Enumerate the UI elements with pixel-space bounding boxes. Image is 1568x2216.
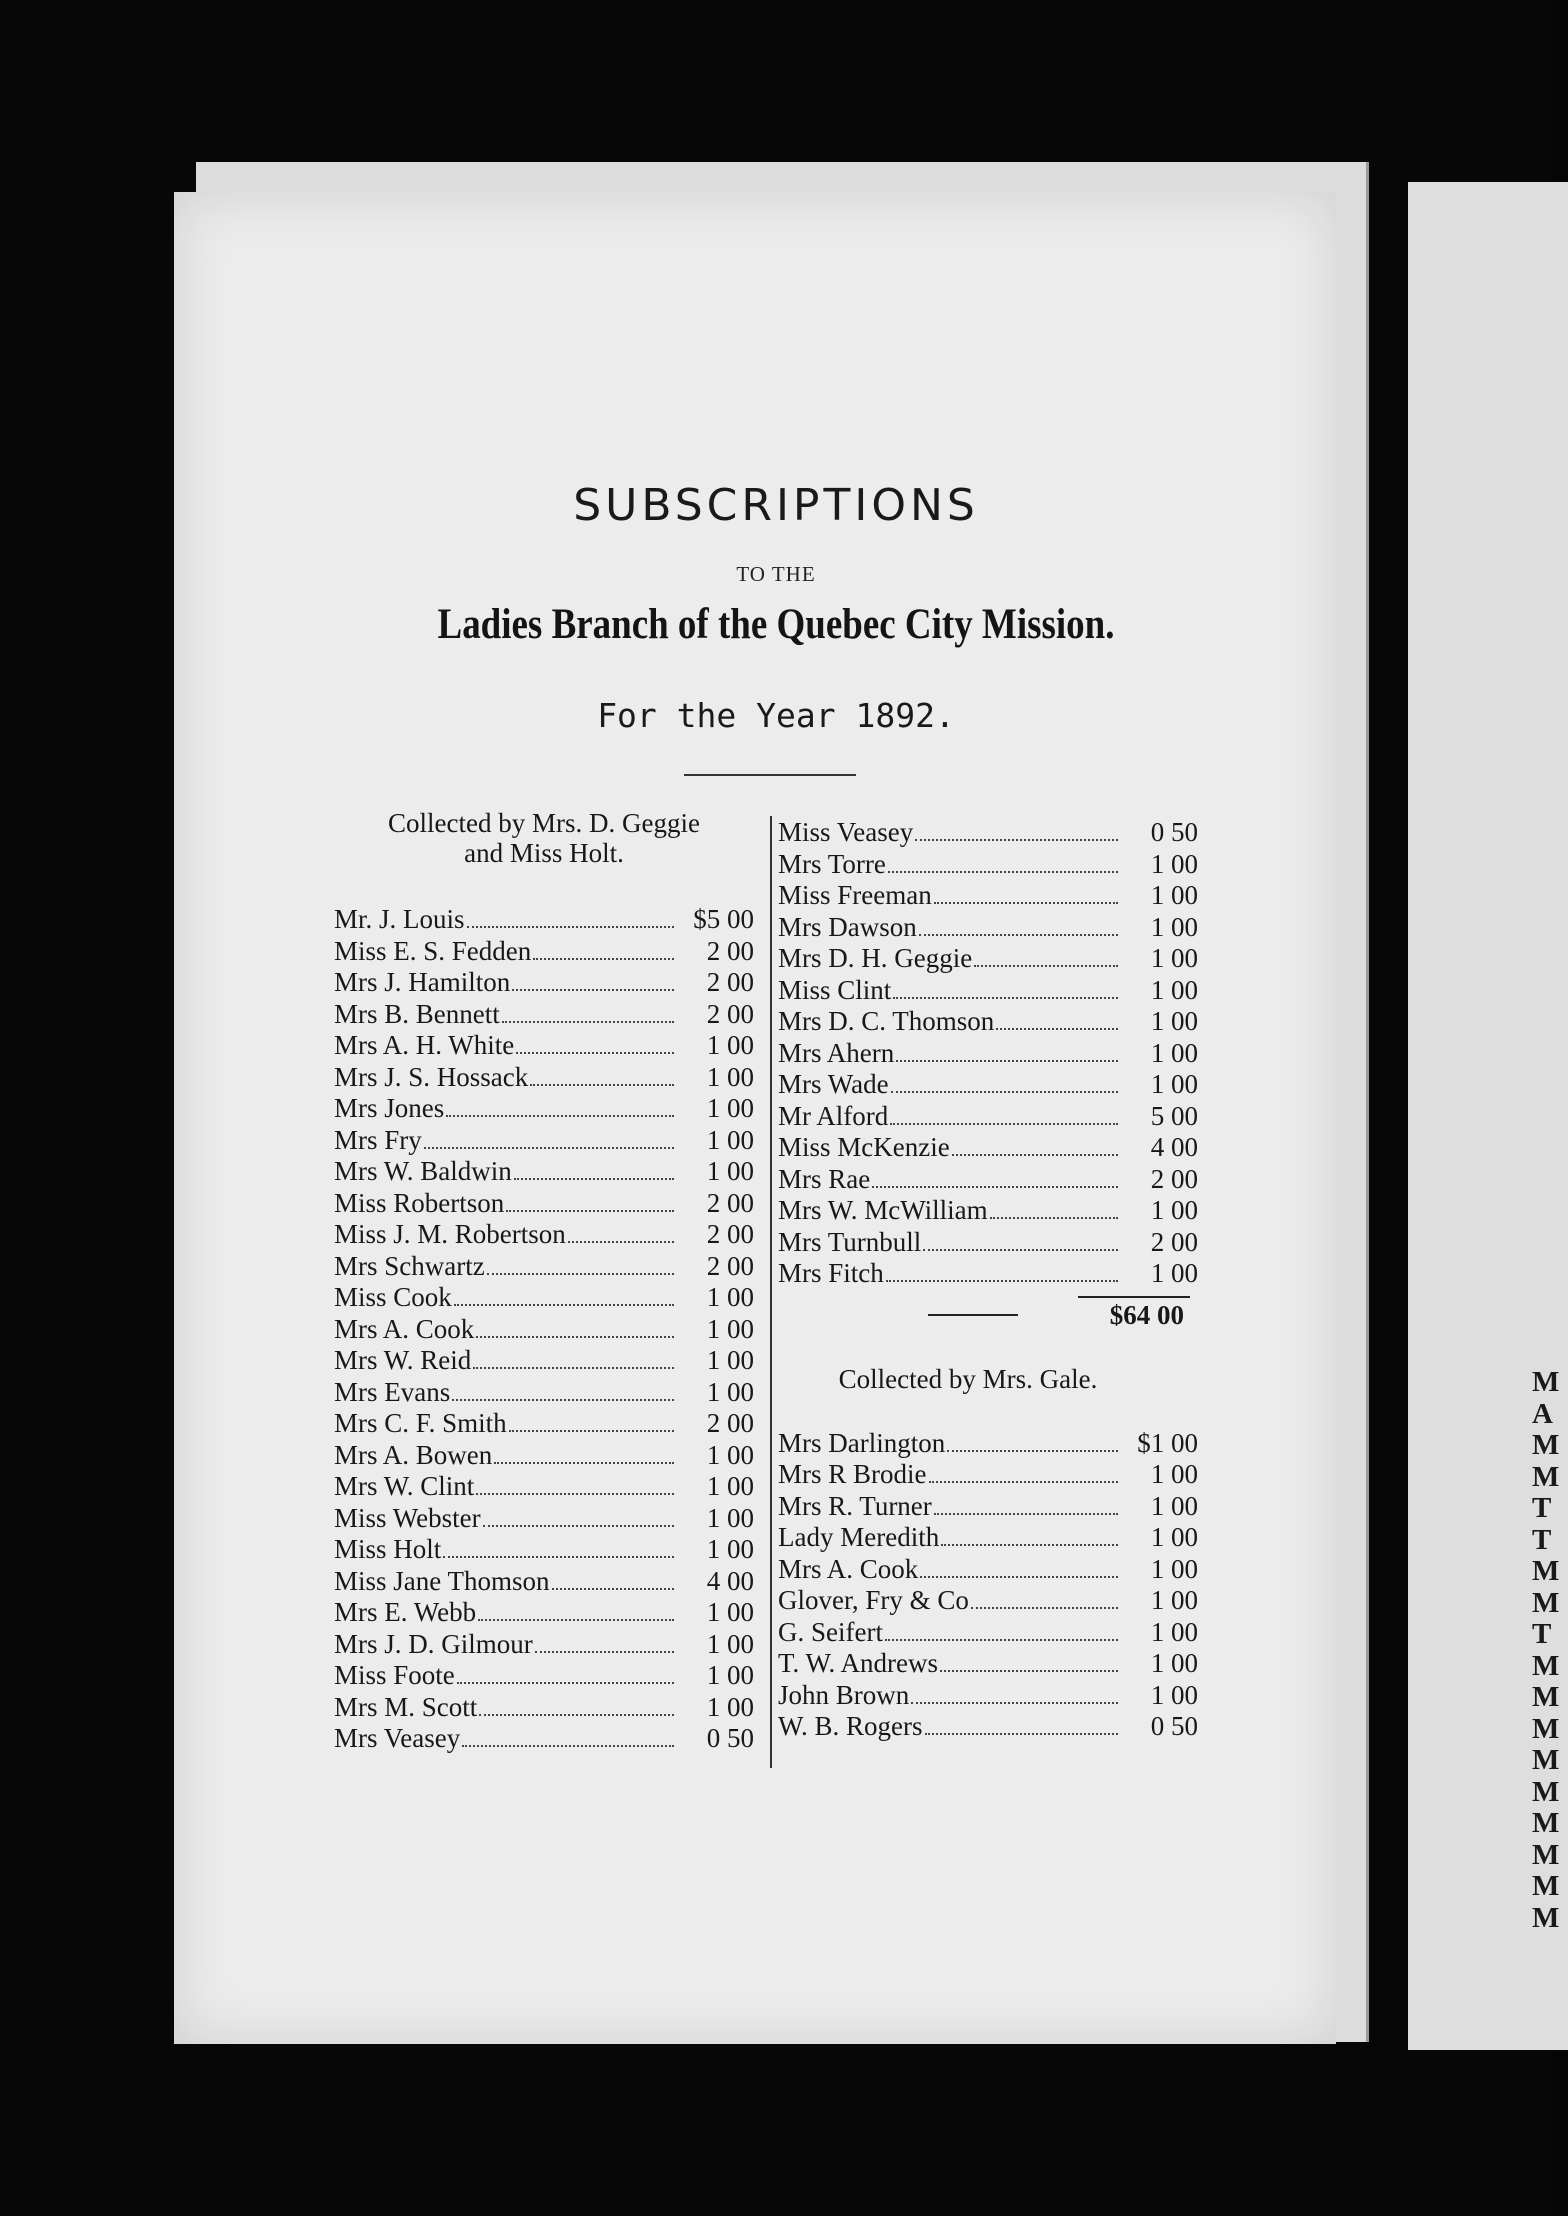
subscriber-name: Mr. J. Louis xyxy=(334,904,465,934)
page-subtitle: TO THE xyxy=(736,562,816,586)
subscriber-entry xyxy=(778,1428,1198,1460)
left-heading-line2: and Miss Holt. xyxy=(464,838,624,868)
subscriber-name: Mrs Veasey xyxy=(334,1723,461,1753)
subscriber-entry xyxy=(334,1314,754,1346)
subscription-amount: 1 00 xyxy=(706,1691,754,1722)
adjacent-page-letter: M xyxy=(1532,1712,1560,1745)
subscriber-entry xyxy=(778,1554,1198,1586)
dot-leader xyxy=(934,1513,1118,1515)
subscription-amount: 1 00 xyxy=(1150,1037,1198,1068)
dot-leader xyxy=(885,1639,1118,1641)
subscriber-entry xyxy=(334,1345,754,1377)
subscription-amount: 2 00 xyxy=(706,967,754,997)
subscriber-name: Lady Meredith xyxy=(778,1522,940,1552)
dot-leader xyxy=(516,1052,674,1054)
dot-leader xyxy=(443,1556,674,1558)
subscription-amount: 1 00 xyxy=(706,1471,754,1501)
dot-leader xyxy=(890,1123,1118,1125)
subscription-amount: $5 00 xyxy=(693,904,754,934)
subscriber-entry xyxy=(334,1597,754,1629)
total-amount: $64 00 xyxy=(1109,1299,1184,1330)
left-column-heading xyxy=(334,808,754,868)
dot-leader xyxy=(478,1619,674,1621)
subscriber-entry xyxy=(778,1195,1198,1227)
subscriber-entry xyxy=(334,1723,754,1755)
subscriber-entry xyxy=(334,1377,754,1409)
dot-leader xyxy=(920,1576,1118,1578)
dot-leader xyxy=(487,1273,674,1275)
right-column-heading: Collected by Mrs. Gale. xyxy=(838,1363,1098,1394)
subscription-amount: 1 00 xyxy=(1150,1006,1198,1036)
subscriber-name: Miss Holt xyxy=(334,1534,442,1564)
subscriber-entry xyxy=(334,1566,754,1598)
subscriber-name: Miss Foote xyxy=(334,1660,455,1690)
dot-leader xyxy=(467,926,674,928)
adjacent-page-letter: T xyxy=(1532,1492,1552,1524)
total-rule-upper xyxy=(1078,1296,1190,1298)
dot-leader xyxy=(452,1399,674,1401)
dot-leader xyxy=(502,1021,674,1023)
subscriber-entry xyxy=(778,1038,1198,1070)
subscriber-name: Mrs Wade xyxy=(778,1069,889,1099)
subscription-amount: 2 00 xyxy=(706,1219,754,1249)
subscription-amount: 1 00 xyxy=(706,1376,754,1407)
dot-leader xyxy=(893,997,1118,999)
subscriber-entry xyxy=(778,1227,1198,1259)
dot-leader xyxy=(911,1702,1118,1704)
subscriber-name: Miss Clint xyxy=(778,974,892,1005)
dot-leader xyxy=(476,1336,674,1338)
subscription-amount: 1 00 xyxy=(706,1124,754,1155)
subscriber-name: Miss Cook xyxy=(334,1282,452,1312)
subscription-amount: 1 00 xyxy=(1150,1069,1198,1099)
subscriber-name: Mrs Darlington xyxy=(778,1427,946,1458)
adjacent-page-letter: M xyxy=(1532,1429,1560,1461)
subscriber-entry xyxy=(778,1491,1198,1523)
subscription-amount: 1 00 xyxy=(1150,1490,1198,1521)
subscription-amount: 1 00 xyxy=(1150,1648,1198,1678)
dot-leader xyxy=(996,1028,1118,1030)
subscriber-entry xyxy=(778,1132,1198,1164)
subscriber-name: Mrs Rae xyxy=(778,1163,871,1194)
subscription-amount: 4 00 xyxy=(1150,1132,1198,1162)
right-subscriber-list-a xyxy=(778,817,1198,1290)
subscription-amount: 1 00 xyxy=(1150,880,1198,910)
adjacent-page-letter: T xyxy=(1532,1618,1552,1650)
subscriber-name: Mrs E. Webb xyxy=(334,1597,477,1627)
subscriber-name: Mrs Evans xyxy=(334,1376,451,1407)
subscriber-name: Miss Webster xyxy=(334,1502,481,1533)
subscriber-name: W. B. Rogers xyxy=(778,1711,923,1741)
dot-leader xyxy=(552,1588,674,1590)
column-divider xyxy=(770,816,772,1768)
title-divider xyxy=(684,774,856,776)
subscriber-entry xyxy=(334,936,754,968)
subscriber-name: Mrs W. Reid xyxy=(334,1345,472,1375)
subscription-amount: 1 00 xyxy=(1150,1679,1198,1710)
dot-leader xyxy=(929,1481,1119,1483)
subscription-amount: 1 00 xyxy=(1150,974,1198,1005)
subscription-amount: 1 00 xyxy=(1150,1195,1198,1225)
subscription-amount: 1 00 xyxy=(1150,848,1198,879)
subscriber-name: Mrs C. F. Smith xyxy=(334,1408,507,1438)
subscriber-name: Mrs Ahern xyxy=(778,1037,895,1068)
subscriber-name: John Brown xyxy=(778,1679,910,1710)
subscriber-name: Mrs R. Turner xyxy=(778,1490,932,1521)
subscriber-entry xyxy=(778,1585,1198,1617)
subscriber-name: Mrs R Brodie xyxy=(778,1459,927,1489)
subscription-amount: 1 00 xyxy=(706,1628,754,1659)
subscriber-name: Mrs Fitch xyxy=(778,1258,884,1288)
dot-leader xyxy=(483,1525,674,1527)
subscriber-entry xyxy=(778,1711,1198,1743)
subscriber-name: T. W. Andrews xyxy=(778,1648,938,1678)
subscriber-name: Miss Robertson xyxy=(334,1187,505,1218)
subscriber-name: Mrs W. McWilliam xyxy=(778,1195,988,1225)
subscriber-name: Mrs W. Clint xyxy=(334,1471,475,1501)
subscriber-entry xyxy=(778,1258,1198,1290)
left-column xyxy=(334,808,754,1755)
subscription-amount: 4 00 xyxy=(706,1565,754,1596)
dot-leader xyxy=(947,1450,1118,1452)
subscription-amount: 2 00 xyxy=(706,998,754,1029)
subscription-amount: 1 00 xyxy=(1150,1585,1198,1615)
dot-leader xyxy=(494,1462,674,1464)
subscriber-entry xyxy=(334,1408,754,1440)
subscriber-entry xyxy=(334,1125,754,1157)
subscriber-name: Miss Veasey xyxy=(778,817,914,847)
subscriber-name: Mrs J. D. Gilmour xyxy=(334,1628,533,1659)
adjacent-page xyxy=(1408,182,1568,2050)
subscriber-entry xyxy=(334,1692,754,1724)
dot-leader xyxy=(473,1367,674,1369)
subscription-amount: 2 00 xyxy=(706,1250,754,1281)
subscriber-entry xyxy=(778,1522,1198,1554)
subscriber-name: Mrs M. Scott xyxy=(334,1691,478,1722)
adjacent-page-letter: M xyxy=(1532,1555,1560,1587)
organization-name: Ladies Branch of the Quebec City Mission. xyxy=(437,601,1115,648)
subscription-amount: 2 00 xyxy=(1150,1226,1198,1257)
subscriber-entry xyxy=(334,1471,754,1503)
subscription-amount: 1 00 xyxy=(706,1282,754,1312)
subscriber-name: Mrs B. Bennett xyxy=(334,998,500,1029)
subscription-amount: 1 00 xyxy=(706,1156,754,1186)
subscriber-name: Mrs A. Bowen xyxy=(334,1439,493,1470)
dot-leader xyxy=(990,1217,1118,1219)
subscription-amount: 1 00 xyxy=(706,1534,754,1564)
subscription-amount: 2 00 xyxy=(706,1187,754,1218)
subscriber-entry xyxy=(778,912,1198,944)
dot-leader xyxy=(952,1154,1118,1156)
dot-leader xyxy=(925,1733,1118,1735)
subscription-amount: 1 00 xyxy=(706,1502,754,1533)
subscriber-entry xyxy=(334,1282,754,1314)
subscription-amount: 2 00 xyxy=(706,935,754,966)
dot-leader xyxy=(896,1060,1118,1062)
subscriber-name: Mrs D. H. Geggie xyxy=(778,943,973,973)
subscriber-entry xyxy=(334,1062,754,1094)
subscriber-entry xyxy=(334,1629,754,1661)
total-rule-lower xyxy=(928,1314,1018,1316)
adjacent-page-letter: M xyxy=(1532,1649,1560,1682)
subscription-amount: 1 00 xyxy=(706,1597,754,1627)
subscriber-entry xyxy=(334,967,754,999)
subscription-amount: 1 00 xyxy=(1150,1616,1198,1647)
adjacent-page-letter: M xyxy=(1532,1870,1560,1902)
subscription-amount: 2 00 xyxy=(706,1408,754,1438)
subscription-amount: 1 00 xyxy=(1150,943,1198,973)
dot-leader xyxy=(533,958,674,960)
subscription-amount: 1 00 xyxy=(706,1093,754,1123)
subscriber-entry xyxy=(778,1069,1198,1101)
subscription-amount: 1 00 xyxy=(706,1439,754,1470)
adjacent-page-letter: M xyxy=(1532,1744,1560,1776)
subscription-amount: 1 00 xyxy=(706,1313,754,1344)
subscriber-entry xyxy=(334,1251,754,1283)
subscriber-entry xyxy=(778,943,1198,975)
dot-leader xyxy=(919,934,1118,936)
dot-leader xyxy=(457,1682,674,1684)
subscriber-entry xyxy=(778,975,1198,1007)
dot-leader xyxy=(506,1210,674,1212)
subscriber-name: Mrs Torre xyxy=(778,848,886,879)
subscriber-name: G. Seifert xyxy=(778,1616,883,1647)
subscriber-entry xyxy=(778,1648,1198,1680)
dot-leader xyxy=(462,1745,674,1747)
subscriber-entry xyxy=(778,817,1198,849)
subscription-amount: 1 00 xyxy=(706,1061,754,1092)
subscriber-name: Mrs Jones xyxy=(334,1093,445,1123)
dot-leader xyxy=(934,902,1118,904)
subscriber-name: Mr Alford xyxy=(778,1100,889,1131)
subscription-amount: 1 00 xyxy=(1150,1258,1198,1288)
subscription-amount: 1 00 xyxy=(1150,1522,1198,1552)
left-subscriber-list xyxy=(334,904,754,1755)
subscriber-name: Mrs A. H. White xyxy=(334,1030,515,1060)
subscriber-entry xyxy=(778,1006,1198,1038)
subscriber-entry xyxy=(334,999,754,1031)
subscriber-entry xyxy=(334,1660,754,1692)
dot-leader xyxy=(891,1091,1118,1093)
subscriber-name: Miss E. S. Fedden xyxy=(334,935,532,966)
adjacent-page-letter: M xyxy=(1532,1586,1560,1619)
subscriber-name: Miss Jane Thomson xyxy=(334,1565,550,1596)
dot-leader xyxy=(479,1714,674,1716)
year-line: For the Year 1892. xyxy=(597,696,955,735)
subscriber-name: Glover, Fry & Co xyxy=(778,1585,969,1615)
dot-leader xyxy=(915,839,1118,841)
dot-leader xyxy=(872,1186,1118,1188)
subscriber-name: Mrs Fry xyxy=(334,1124,422,1155)
subscription-amount: 1 00 xyxy=(706,1660,754,1690)
subscriber-entry xyxy=(778,1164,1198,1196)
right-column xyxy=(778,817,1198,1743)
subscriber-entry xyxy=(778,880,1198,912)
total-row xyxy=(778,1290,1198,1352)
adjacent-page-letter: T xyxy=(1532,1523,1552,1556)
subscriber-name: Mrs Dawson xyxy=(778,911,917,942)
subscriber-entry xyxy=(334,1156,754,1188)
subscriber-entry xyxy=(778,1459,1198,1491)
dot-leader xyxy=(454,1304,674,1306)
subscriber-name: Mrs W. Baldwin xyxy=(334,1156,512,1186)
subscriber-entry xyxy=(778,849,1198,881)
dot-leader xyxy=(476,1493,674,1495)
subscriber-name: Mrs A. Cook xyxy=(778,1553,919,1584)
subscriber-entry xyxy=(334,1093,754,1125)
subscription-amount: 1 00 xyxy=(1150,911,1198,942)
subscriber-entry xyxy=(778,1680,1198,1712)
adjacent-page-letter: M xyxy=(1532,1838,1560,1871)
subscriber-entry xyxy=(778,1617,1198,1649)
adjacent-page-letters xyxy=(1532,1367,1559,1934)
page-title: SUBSCRIPTIONS xyxy=(573,480,979,531)
dot-leader xyxy=(940,1670,1118,1672)
right-subscriber-list-b xyxy=(778,1428,1198,1743)
dot-leader xyxy=(941,1544,1118,1546)
subscriber-entry xyxy=(334,1534,754,1566)
left-heading-line1: Collected by Mrs. D. Geggie xyxy=(388,808,700,838)
subscription-amount: 1 00 xyxy=(1150,1459,1198,1489)
subscriber-name: Mrs J. S. Hossack xyxy=(334,1061,529,1092)
adjacent-page-letter: M xyxy=(1532,1901,1560,1934)
subscriber-name: Mrs Schwartz xyxy=(334,1250,485,1281)
subscriber-entry xyxy=(334,1030,754,1062)
subscription-amount: 1 00 xyxy=(1150,1553,1198,1584)
dot-leader xyxy=(446,1115,674,1117)
subscriber-name: Miss McKenzie xyxy=(778,1132,950,1162)
subscription-amount: 5 00 xyxy=(1150,1100,1198,1131)
subscriber-entry xyxy=(334,904,754,936)
adjacent-page-letter: M xyxy=(1532,1807,1560,1839)
subscription-amount: 0 50 xyxy=(706,1723,754,1753)
dot-leader xyxy=(568,1241,674,1243)
subscriber-entry xyxy=(334,1503,754,1535)
subscriber-name: Miss Freeman xyxy=(778,880,932,910)
adjacent-page-letter: M xyxy=(1532,1460,1560,1493)
subscriber-name: Mrs J. Hamilton xyxy=(334,967,511,997)
dot-leader xyxy=(514,1178,674,1180)
dot-leader xyxy=(512,989,674,991)
adjacent-page-letter: M xyxy=(1532,1681,1560,1713)
dot-leader xyxy=(923,1249,1118,1251)
adjacent-page-letter: M xyxy=(1532,1366,1560,1398)
dot-leader xyxy=(535,1651,674,1653)
subscription-amount: $1 00 xyxy=(1137,1427,1198,1458)
subscriber-name: Mrs A. Cook xyxy=(334,1313,475,1344)
subscriber-name: Miss J. M. Robertson xyxy=(334,1219,566,1249)
subscription-amount: 1 00 xyxy=(706,1030,754,1060)
subscription-amount: 0 50 xyxy=(1150,817,1198,847)
adjacent-page-letter: A xyxy=(1532,1397,1553,1430)
dot-leader xyxy=(971,1607,1118,1609)
subscription-amount: 0 50 xyxy=(1150,1711,1198,1741)
subscriber-entry xyxy=(778,1101,1198,1133)
subscriber-name: Mrs D. C. Thomson xyxy=(778,1006,995,1036)
subscriber-entry xyxy=(334,1219,754,1251)
dot-leader xyxy=(974,965,1118,967)
subscriber-entry xyxy=(334,1440,754,1472)
dot-leader xyxy=(888,871,1118,873)
subscription-amount: 2 00 xyxy=(1150,1163,1198,1194)
adjacent-page-letter: M xyxy=(1532,1775,1560,1808)
subscriber-name: Mrs Turnbull xyxy=(778,1226,922,1257)
dot-leader xyxy=(530,1084,674,1086)
dot-leader xyxy=(424,1147,674,1149)
subscriber-entry xyxy=(334,1188,754,1220)
subscription-amount: 1 00 xyxy=(706,1345,754,1375)
dot-leader xyxy=(509,1430,674,1432)
dot-leader xyxy=(886,1280,1118,1282)
